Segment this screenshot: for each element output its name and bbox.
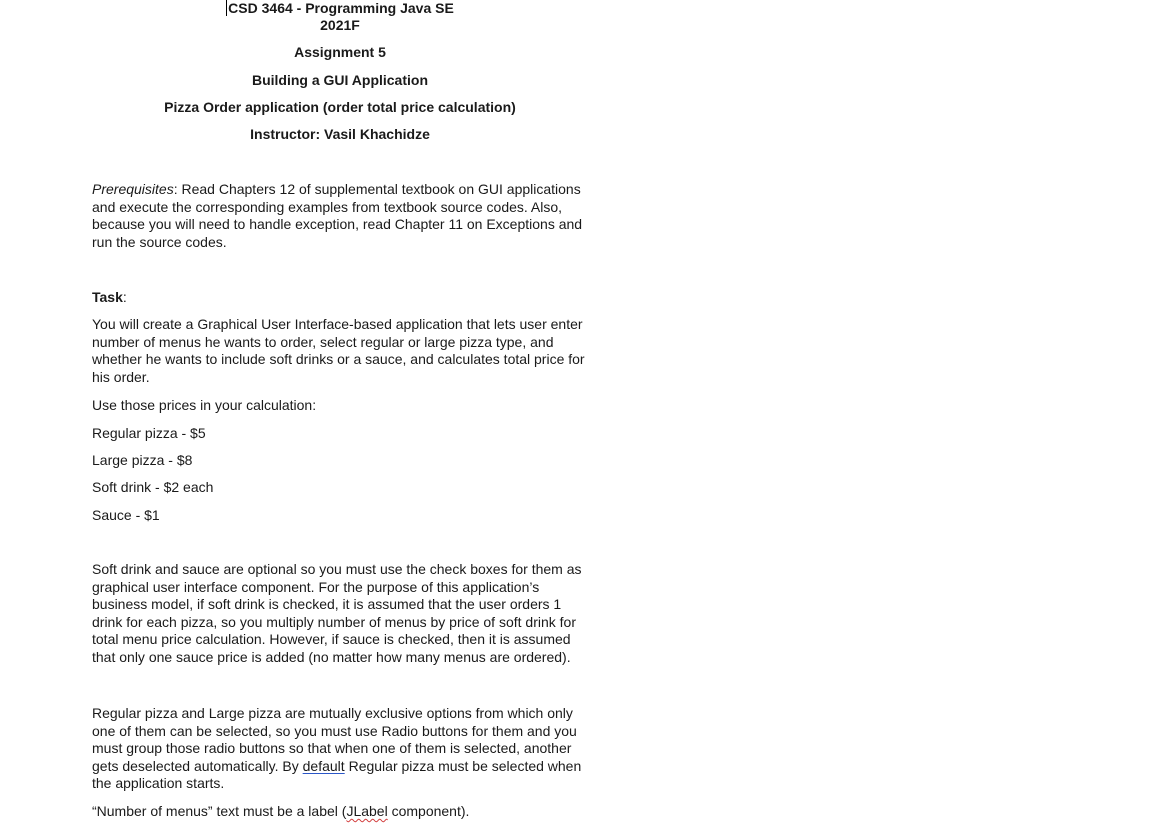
prices-intro: Use those prices in your calculation: bbox=[92, 397, 317, 413]
price-soft-drink: Soft drink - $2 each bbox=[92, 479, 214, 495]
course-title bbox=[90, 0, 590, 17]
label-requirement-end: component). bbox=[387, 803, 470, 819]
instructor: Instructor: Vasil Khachidze bbox=[250, 126, 430, 142]
task-colon: : bbox=[122, 289, 127, 305]
jlabel-word: JLabel bbox=[346, 803, 388, 819]
task-label: Task bbox=[92, 289, 123, 305]
default-word: default bbox=[302, 757, 345, 774]
radio-paragraph bbox=[92, 705, 592, 793]
project-title: Pizza Order application (order total price calculation) bbox=[164, 99, 516, 115]
price-large-pizza: Large pizza - $8 bbox=[92, 452, 193, 468]
task-heading bbox=[92, 289, 127, 306]
prerequisites-label: Prerequisites bbox=[92, 181, 174, 197]
radio-paragraph-end: Regular pizza must be selected when the application starts. bbox=[92, 757, 582, 792]
radio-paragraph-start: Regular pizza and Large pizza are mutually exclusive options from which only one of them can be selected, so you must use Radio buttons for them and you must group those radio buttons so that when one of them is selected, another gets deselected automatically. By bbox=[92, 705, 577, 774]
course-title-text: CSD 3464 - Programming Java SE bbox=[228, 0, 454, 16]
checkbox-paragraph: Soft drink and sauce are optional so you must use the check boxes for them as graphical user interface component. For the purpose of this application’s business model, if soft drink is checked, it is assumed that the user orders 1 drink for each pizza, so you multiply number of menus by price of soft drink for total menu price calculation. However, if sauce is checked, then it is assumed that only one sauce price is added (no matter how many menus are ordered). bbox=[92, 561, 582, 665]
term: 2021F bbox=[320, 17, 360, 33]
assignment-subtitle: Building a GUI Application bbox=[251, 72, 429, 88]
price-regular-pizza: Regular pizza - $5 bbox=[92, 425, 206, 441]
price-sauce: Sauce - $1 bbox=[92, 507, 160, 523]
task-intro: You will create a Graphical User Interface-based application that lets user enter number of menus he wants to order, select regular or large pizza type, and whether he wants to include soft drinks or a sauce, and calculates total price for his order. bbox=[92, 316, 585, 385]
assignment-title: Assignment 5 bbox=[294, 44, 386, 60]
label-requirement-start: “Number of menus” text must be a label ( bbox=[92, 803, 347, 819]
prerequisites-paragraph bbox=[92, 181, 592, 251]
prerequisites-text: : Read Chapters 12 of supplemental textbook on GUI applications and execute the corresponding examples from textbook source codes. Also, because you will need to handle exception, read Chapter 11 on Exceptions and run the source codes. bbox=[92, 181, 583, 250]
label-requirement bbox=[92, 803, 469, 820]
